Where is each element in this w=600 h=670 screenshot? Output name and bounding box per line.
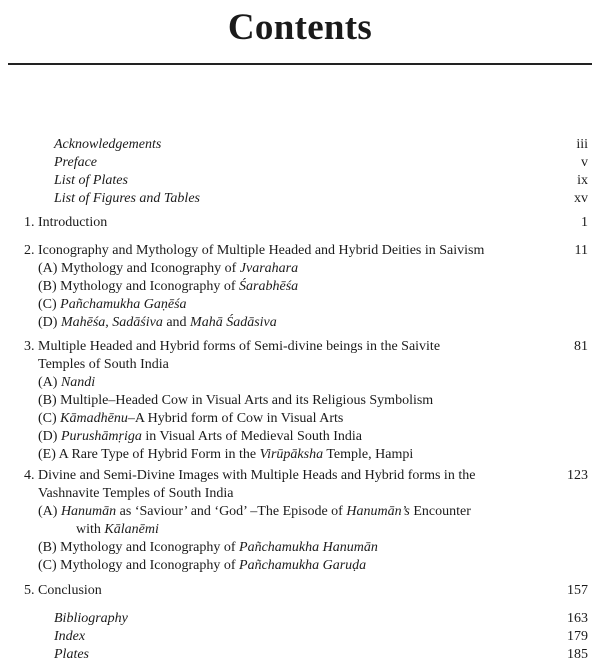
page-number: 157	[567, 583, 588, 598]
title-fragment: in Visual Arts of Medieval South India	[141, 429, 363, 444]
chapter-title: Divine and Semi-Divine Images with Multiple Heads and Hybrid forms in the	[38, 468, 476, 483]
chapter-title: Iconography and Mythology of Multiple Headed and Hybrid Deities in Saivism	[38, 243, 485, 258]
back-matter-title: Plates	[54, 647, 89, 662]
title-fragment: Sadāśiva	[112, 315, 163, 330]
title-rule	[8, 63, 592, 65]
section-label: (E)	[38, 447, 59, 462]
section-title	[38, 410, 508, 427]
chapter-title: Temples of South India	[38, 357, 169, 372]
title-fragment: Kāmadhēnu	[60, 411, 128, 426]
section-label: (D)	[38, 315, 61, 330]
page-number: 1	[581, 215, 588, 230]
title-fragment: and	[162, 315, 191, 330]
title-fragment: Pañchamukha Hanumān	[239, 540, 378, 555]
page-number: iii	[576, 137, 588, 152]
page-number: 179	[567, 629, 588, 644]
section-label: (C)	[38, 558, 61, 573]
title-fragment: A Rare Type of Hybrid Form in the	[58, 447, 260, 462]
title-fragment: Mythology and Iconography of	[60, 261, 240, 276]
page-title: Contents	[227, 7, 373, 48]
title-fragment: –A Hybrid form of Cow in Visual Arts	[127, 411, 344, 426]
page-number: 123	[567, 468, 588, 483]
title-fragment: ,	[105, 315, 113, 330]
title-fragment: with	[76, 522, 105, 537]
page-number: v	[581, 155, 588, 170]
front-matter-title: Acknowledgements	[54, 137, 162, 152]
page-number: 11	[574, 243, 588, 258]
section-title	[38, 446, 508, 463]
section-title	[38, 374, 508, 391]
section-label: (C)	[38, 411, 61, 426]
section-label: (B)	[38, 279, 61, 294]
page-number: ix	[577, 173, 588, 188]
title-fragment: as ‘Saviour’ and ‘God’ –The Episode of	[116, 504, 347, 519]
section-label: (C)	[38, 297, 61, 312]
title-fragment: Pañchamukha Gaṇēśa	[60, 297, 187, 312]
section-title	[38, 314, 508, 331]
title-fragment: Temple, Hampi	[323, 447, 414, 462]
back-matter-title: Index	[54, 629, 86, 644]
title-fragment: Purushāmṛiga	[60, 429, 142, 444]
section-label: (A)	[38, 261, 61, 276]
chapter-number: 4.	[24, 468, 35, 483]
title-fragment: Virūpāksha	[259, 447, 324, 462]
title-fragment: Hanumān	[60, 504, 117, 519]
title-fragment: Pañchamukha Garuḍa	[239, 558, 367, 573]
title-fragment: Hanumān’s	[346, 504, 410, 519]
title-fragment: Śarabhēśa	[239, 279, 299, 294]
section-title	[38, 278, 508, 295]
title-fragment: Nandi	[60, 375, 96, 390]
page-number: xv	[574, 191, 588, 206]
title-fragment: Jvarahara	[239, 261, 299, 276]
section-label: (D)	[38, 429, 61, 444]
back-matter-title: Bibliography	[54, 611, 128, 626]
section-title	[38, 428, 508, 445]
title-fragment: Mythology and Iconography of	[60, 279, 240, 294]
section-label: (B)	[38, 540, 61, 555]
chapter-title: Conclusion	[38, 583, 102, 598]
title-fragment: Mythology and Iconography of	[60, 540, 240, 555]
front-matter-title: Preface	[54, 155, 98, 170]
chapter-number: 2.	[24, 243, 35, 258]
title-fragment: Multiple–Headed Cow in Visual Arts and its Religious Symbolism	[60, 393, 434, 408]
front-matter-title: List of Figures and Tables	[54, 191, 200, 206]
section-title	[38, 503, 508, 520]
section-title	[38, 392, 508, 409]
chapter-title: Introduction	[38, 215, 108, 230]
chapter-number: 3.	[24, 339, 35, 354]
page-number: 185	[567, 647, 588, 662]
title-fragment: Encounter	[409, 504, 471, 519]
section-title	[38, 260, 508, 277]
title-fragment: Mythology and Iconography of	[60, 558, 240, 573]
section-title-continued	[76, 521, 159, 538]
page-number: 163	[567, 611, 588, 626]
section-title	[38, 557, 508, 574]
section-title	[38, 296, 508, 313]
chapter-title: Vashnavite Temples of South India	[38, 486, 234, 501]
front-matter-title: List of Plates	[54, 173, 128, 188]
chapter-number: 1.	[24, 215, 35, 230]
title-fragment: Mahēśa	[60, 315, 106, 330]
chapter-number: 5.	[24, 583, 35, 598]
section-title	[38, 539, 508, 556]
section-label: (A)	[38, 504, 61, 519]
title-fragment: Kālanēmi	[104, 522, 159, 537]
page-number: 81	[574, 339, 588, 354]
chapter-title: Multiple Headed and Hybrid forms of Semi-divine beings in the Saivite	[38, 339, 441, 354]
title-fragment: Mahā Śadāsiva	[190, 315, 277, 330]
section-label: (B)	[38, 393, 61, 408]
section-label: (A)	[38, 375, 61, 390]
